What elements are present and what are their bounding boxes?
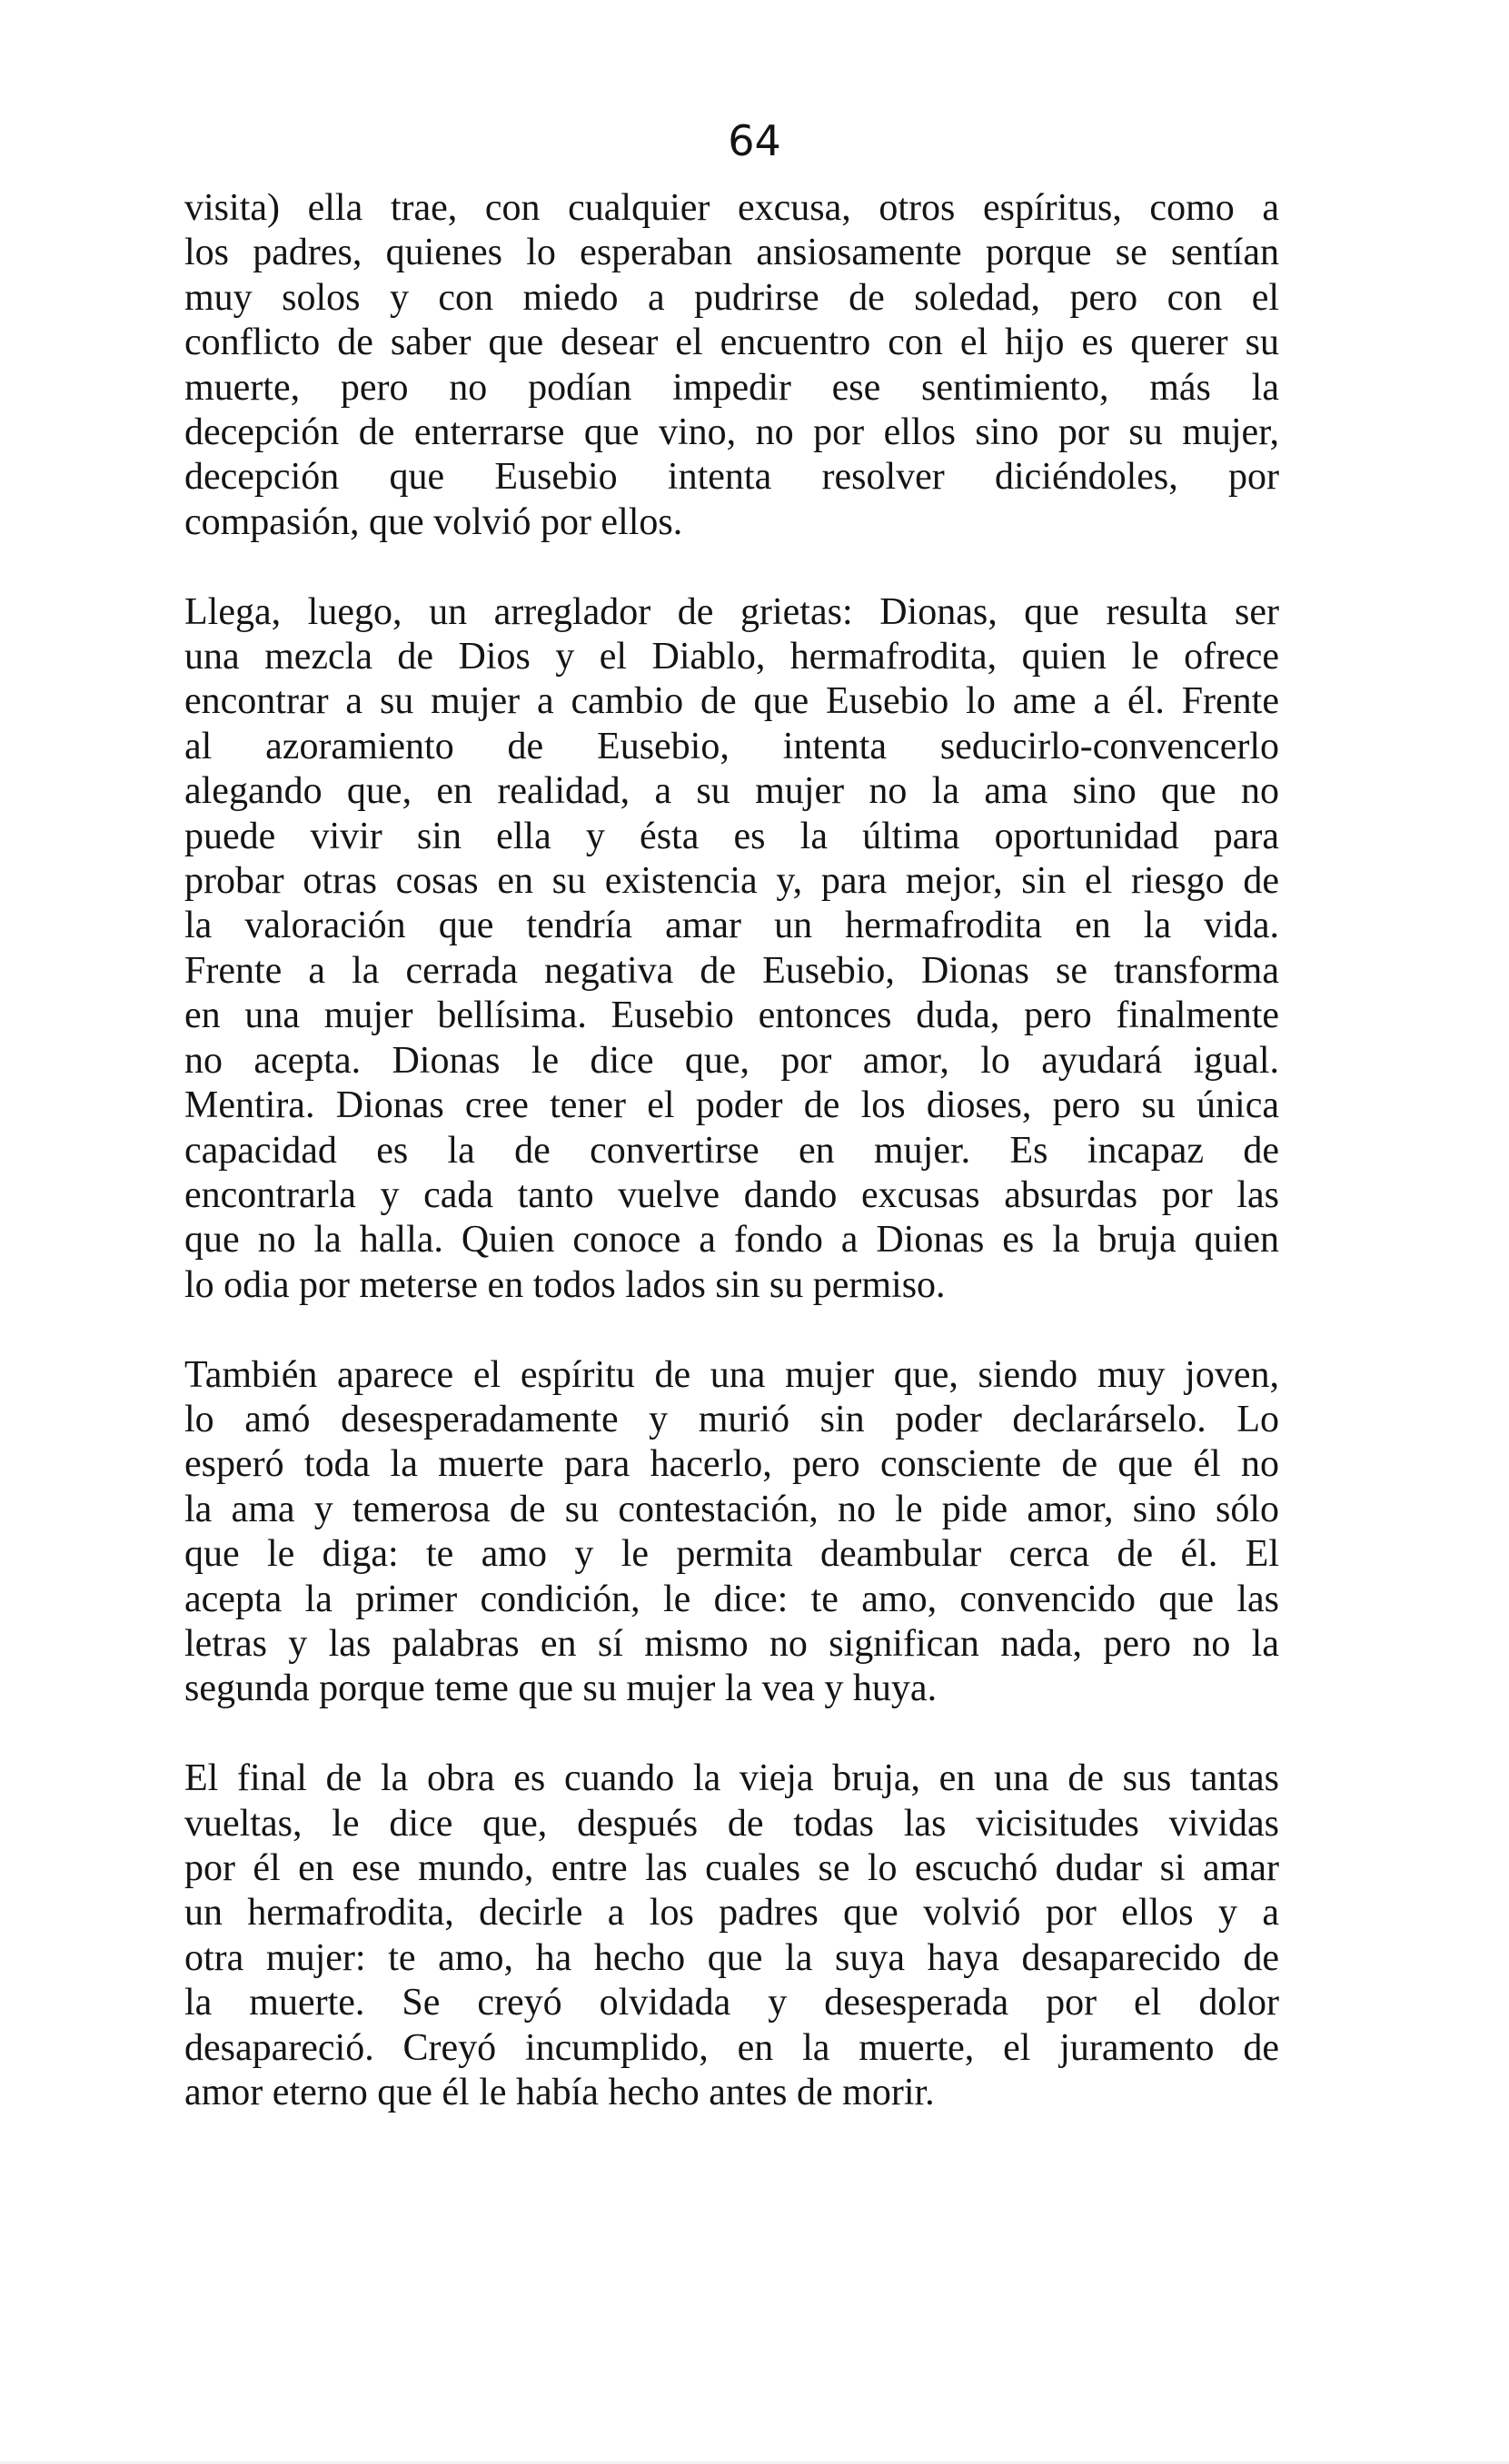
text-line: El final de la obra es cuando la vieja bruja, en una de sus tantas bbox=[184, 1757, 1279, 1800]
text-line: desapareció. Creyó incumplido, en la muerte, el juramento de bbox=[184, 2026, 1279, 2069]
text-line: capacidad es la de convertirse en mujer. Es incapaz de bbox=[184, 1129, 1279, 1172]
text-line: segunda porque teme que su mujer la vea y huya. bbox=[184, 1667, 938, 1710]
text-line: en una mujer bellísima. Eusebio entonces duda, pero finalmente bbox=[184, 995, 1279, 1037]
text-line: no acepta. Dionas le dice que, por amor, lo ayudará igual. bbox=[184, 1039, 1279, 1082]
text-line: Frente a la cerrada negativa de Eusebio, Dionas se transforma bbox=[184, 949, 1279, 992]
body-text bbox=[184, 186, 1279, 2161]
text-line: la valoración que tendría amar un hermafrodita en la vida. bbox=[184, 905, 1279, 947]
text-line: decepción de enterrarse que vino, no por ellos sino por su mujer, bbox=[184, 411, 1279, 454]
text-line: al azoramiento de Eusebio, intenta seducirlo-convencerlo bbox=[184, 725, 1279, 767]
text-line: visita) ella trae, con cualquier excusa, otros espíritus, como a bbox=[184, 187, 1279, 229]
text-line: por él en ese mundo, entre las cuales se lo escuchó dudar si amar bbox=[184, 1846, 1279, 1889]
page-number: 64 bbox=[728, 116, 781, 165]
text-line: lo amó desesperadamente y murió sin poder declarárselo. Lo bbox=[184, 1398, 1279, 1440]
text-line: un hermafrodita, decirle a los padres que volvió por ellos y a bbox=[184, 1892, 1279, 1935]
text-line: lo odia por meterse en todos lados sin su permiso. bbox=[184, 1263, 946, 1306]
text-line: esperó toda la muerte para hacerlo, pero consciente de que él no bbox=[184, 1443, 1279, 1486]
paragraph-3 bbox=[184, 1353, 1279, 1712]
text-line: letras y las palabras en sí mismo no significan nada, pero no la bbox=[184, 1622, 1279, 1665]
text-line: probar otras cosas en su existencia y, para mejor, sin el riesgo de bbox=[184, 860, 1279, 903]
text-line: Llega, luego, un arreglador de grietas: Dionas, que resulta ser bbox=[184, 590, 1279, 633]
text-line: compasión, que volvió por ellos. bbox=[184, 500, 683, 543]
paragraph-4 bbox=[184, 1756, 1279, 2115]
text-line: otra mujer: te amo, ha hecho que la suya haya desaparecido de bbox=[184, 1936, 1279, 1979]
text-line: los padres, quienes lo esperaban ansiosamente porque se sentían bbox=[184, 232, 1279, 274]
text-line: acepta la primer condición, le dice: te amo, convencido que las bbox=[184, 1578, 1279, 1620]
text-line: una mezcla de Dios y el Diablo, hermafrodita, quien le ofrece bbox=[184, 636, 1279, 678]
text-line: que le diga: te amo y le permita deambular cerca de él. El bbox=[184, 1533, 1279, 1576]
text-line: decepción que Eusebio intenta resolver diciéndoles, por bbox=[184, 456, 1279, 499]
text-line: También aparece el espíritu de una mujer que, siendo muy joven, bbox=[184, 1353, 1279, 1396]
text-line: encontrarla y cada tanto vuelve dando excusas absurdas por las bbox=[184, 1173, 1279, 1216]
text-line: conflicto de saber que desear el encuentro con el hijo es querer su bbox=[184, 322, 1279, 364]
text-line: la muerte. Se creyó olvidada y desesperada por el dolor bbox=[184, 1982, 1279, 2024]
text-line: alegando que, en realidad, a su mujer no la ama sino que no bbox=[184, 770, 1279, 813]
paragraph-1 bbox=[184, 186, 1279, 545]
text-line: muerte, pero no podían impedir ese sentimiento, más la bbox=[184, 366, 1279, 409]
text-line: puede vivir sin ella y ésta es la última oportunidad para bbox=[184, 815, 1279, 857]
text-line: amor eterno que él le había hecho antes de morir. bbox=[184, 2072, 935, 2114]
text-line: encontrar a su mujer a cambio de que Eusebio lo ame a él. Frente bbox=[184, 680, 1279, 723]
text-line: vueltas, le dice que, después de todas las vicisitudes vividas bbox=[184, 1802, 1279, 1845]
text-line: Mentira. Dionas cree tener el poder de los dioses, pero su única bbox=[184, 1084, 1279, 1127]
text-line: muy solos y con miedo a pudrirse de soledad, pero con el bbox=[184, 276, 1279, 319]
paragraph-2 bbox=[184, 590, 1279, 1309]
text-line: la ama y temerosa de su contestación, no le pide amor, sino sólo bbox=[184, 1488, 1279, 1530]
text-line: que no la halla. Quien conoce a fondo a Dionas es la bruja quien bbox=[184, 1219, 1279, 1262]
